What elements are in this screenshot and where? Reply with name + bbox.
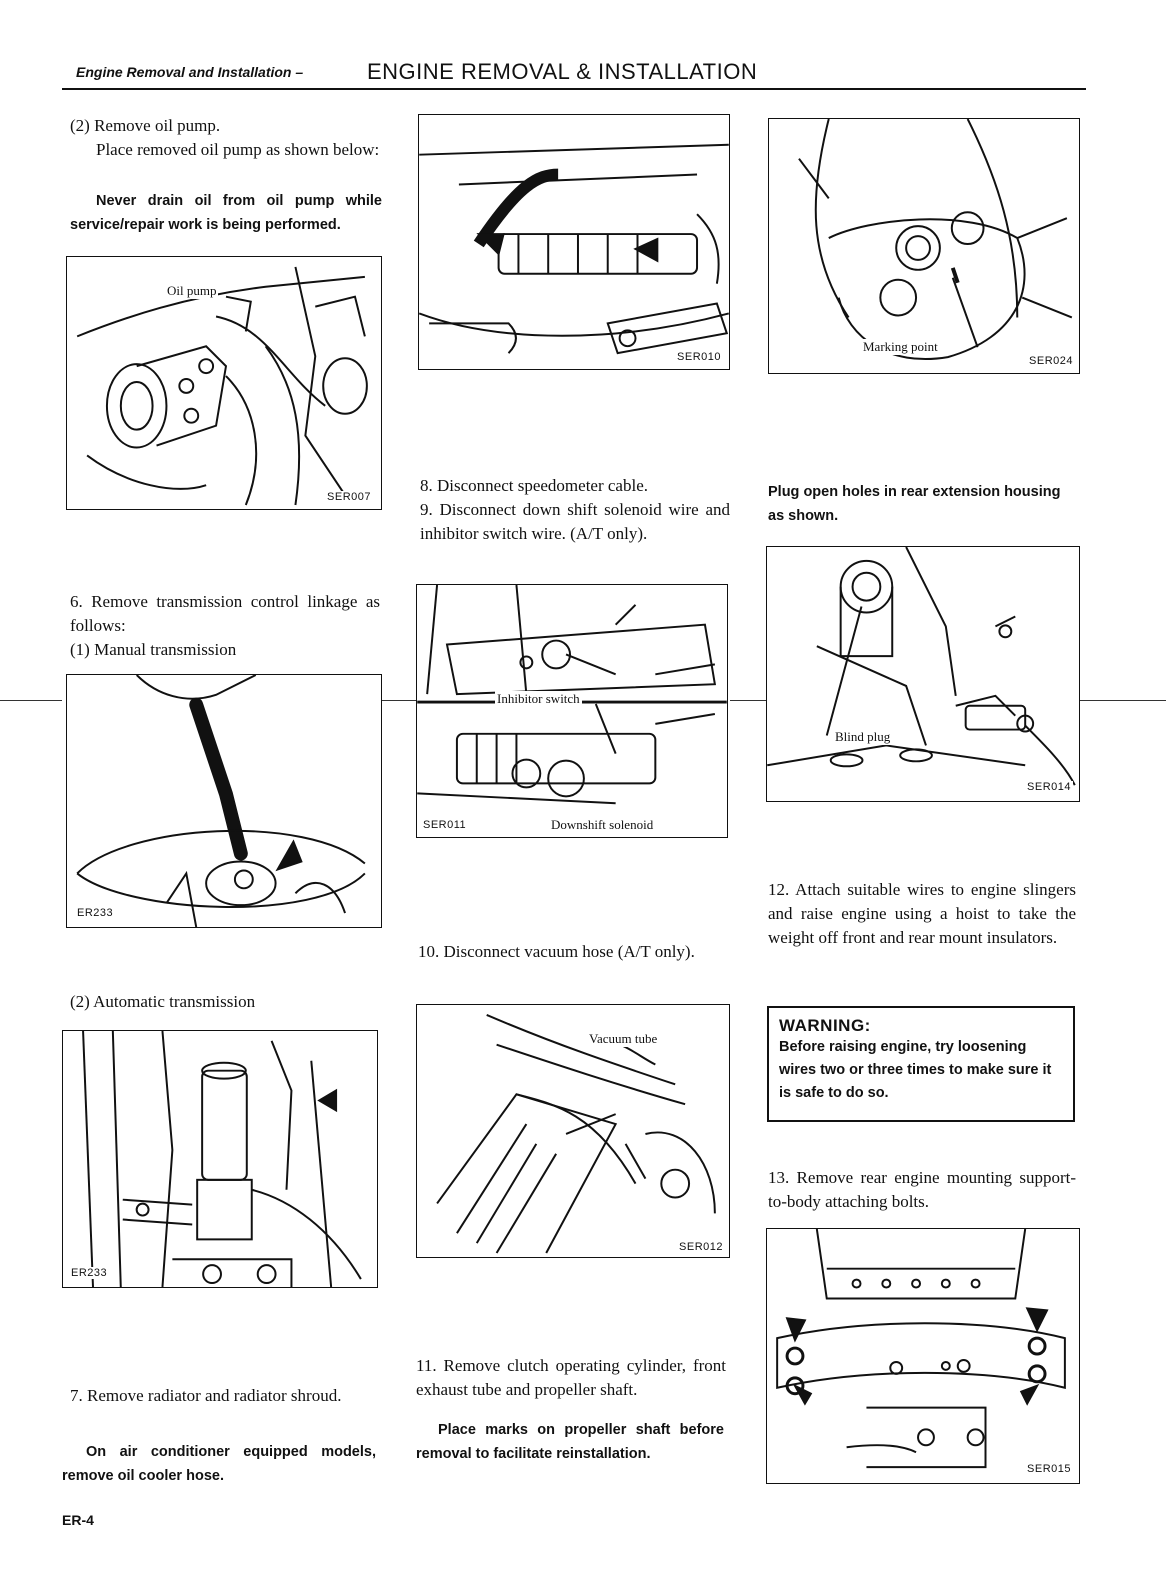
blind-plug-illustration [767,547,1079,801]
figure-code: SER015 [1027,1463,1071,1475]
figure-code: SER007 [327,491,371,503]
marking-point-illustration [769,119,1079,373]
scan-line-right [1078,700,1166,701]
warning-title: WARNING: [779,1016,871,1035]
figure-code: SER014 [1027,781,1071,793]
step-6-remove-linkage: 6. Remove transmission control linkage as follows: [70,592,380,635]
figure-inhibitor-switch [416,584,728,838]
air-conditioner-note: On air conditioner equipped models, remove oil cooler hose. [62,1444,376,1484]
vacuum-tube-illustration [417,1005,729,1257]
step-6-automatic: (2) Automatic transmission [70,992,256,1011]
section-name: Engine Removal and Installation – [76,64,304,80]
figure-code: ER233 [77,907,114,919]
plug-holes-note: Plug open holes in rear extension housing as shown. [768,484,1061,524]
step-2-instructions: Place removed oil pump as shown below: [96,140,380,159]
figure-code: ER233 [71,1267,108,1279]
step-2-remove-oil-pump: (2) Remove oil pump. [70,116,221,135]
marking-point-label: Marking point [863,339,938,354]
step-7-remove-radiator: 7. Remove radiator and radiator shroud. [70,1386,342,1405]
figure-speedometer [418,114,730,370]
vacuum-tube-label: Vacuum tube [589,1031,658,1046]
oil-pump-label: Oil pump [167,283,217,298]
scan-line-mid2 [730,700,766,701]
figure-marking-point [768,118,1080,374]
scan-line-mid1 [378,700,416,701]
mounting-bolts-illustration [767,1229,1079,1483]
figure-code: SER011 [423,819,467,831]
step-6-manual: (1) Manual transmission [70,640,237,659]
blind-plug-label: Blind plug [835,729,891,744]
figure-code: SER012 [679,1241,723,1253]
page-title: ENGINE REMOVAL & INSTALLATION [367,59,758,84]
figure-oil-pump [66,256,382,510]
figure-code: SER010 [677,351,721,363]
step-8-speedometer: 8. Disconnect speedometer cable. [420,476,648,495]
figure-vacuum-tube [416,1004,730,1258]
oil-pump-illustration [67,257,381,509]
oil-drain-caution: Never drain oil from oil pump while service/repair work is being performed. [70,193,382,233]
figure-blind-plug [766,546,1080,802]
step-12-attach-wires: 12. Attach suitable wires to engine slingers and raise engine using a hoist to take the weight off front and rear mount insulators. [768,880,1076,947]
propeller-shaft-note: Place marks on propeller shaft before removal to facilitate reinstallation. [416,1422,724,1462]
figure-manual-linkage [66,674,382,928]
step-10-vacuum-hose: 10. Disconnect vacuum hose (A/T only). [418,942,695,961]
inhibitor-switch-label: Inhibitor switch [497,691,580,706]
header-rule [62,88,1086,90]
figure-automatic-linkage [62,1030,378,1288]
figure-mounting-bolts [766,1228,1080,1484]
warning-box [767,1006,1075,1122]
step-11-clutch-cylinder: 11. Remove clutch operating cylinder, front exhaust tube and propeller shaft. [416,1356,726,1399]
automatic-linkage-illustration [63,1031,377,1287]
step-9-solenoid-wire: 9. Disconnect down shift solenoid wire and inhibitor switch wire. (A/T only). [420,500,730,543]
speedometer-illustration [419,115,729,369]
step-13-mounting-bolts: 13. Remove rear engine mounting support-to-body attaching bolts. [768,1168,1076,1211]
page-number: ER-4 [62,1512,94,1528]
inhibitor-switch-illustration [417,585,727,837]
figure-code: SER024 [1029,355,1073,367]
scan-line-left [0,700,62,701]
warning-body: Before raising engine, try loosening wires two or three times to make sure it is safe to do so. [779,1039,1052,1101]
downshift-solenoid-label: Downshift solenoid [551,817,654,832]
manual-linkage-illustration [67,675,381,927]
